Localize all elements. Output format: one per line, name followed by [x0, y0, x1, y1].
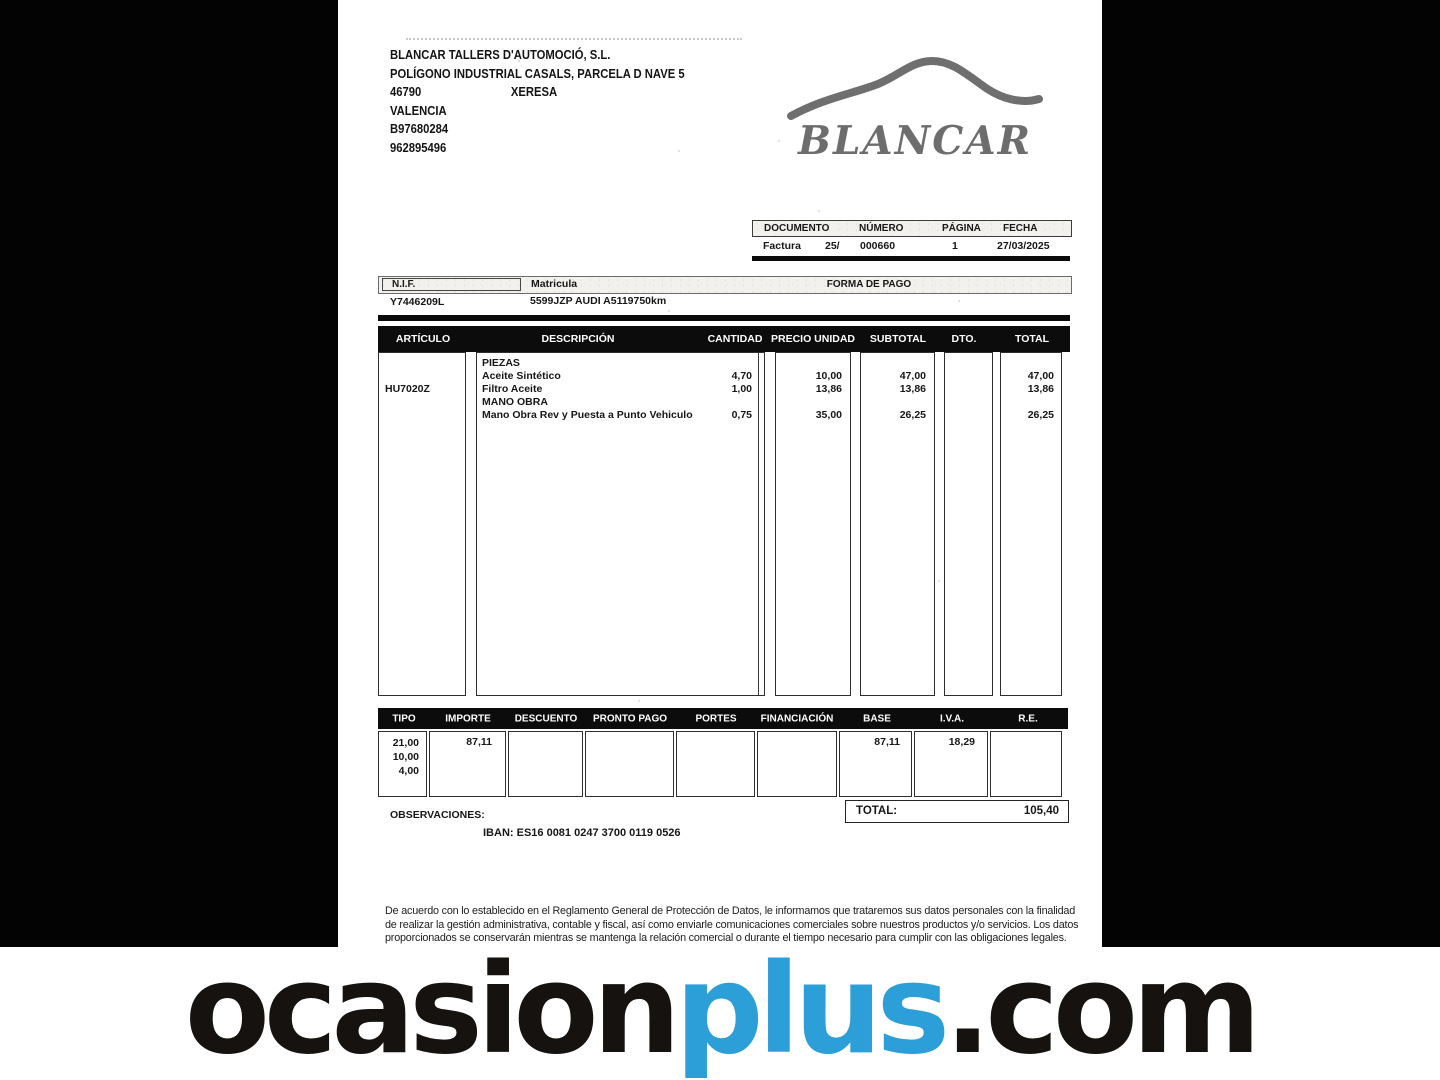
doc-page-value: 1	[952, 240, 958, 252]
tax-iva-value: 18,29	[948, 736, 975, 748]
doc-info-header-row	[752, 220, 1072, 237]
tax-col-importe-box	[429, 731, 506, 797]
company-logo-text: BLANCAR	[797, 118, 1032, 164]
item-desc: Mano Obra Rev y Puesta a Punto Vehiculo	[482, 409, 693, 421]
items-col-articulo-box	[378, 352, 466, 696]
tax-col-descuento-box	[508, 731, 583, 797]
company-city: XERESA	[510, 85, 558, 100]
tax-header-importe: IMPORTE	[445, 713, 491, 724]
tax-col-iva-box	[914, 731, 988, 797]
tax-col-financiacion-box	[757, 731, 837, 797]
right-black-bar	[1102, 0, 1440, 947]
car-silhouette-icon	[786, 54, 1044, 122]
doc-info-header-numero: NÚMERO	[859, 223, 904, 234]
tax-header-financiacion: FINANCIACIÓN	[760, 713, 834, 724]
items-col-dto-box	[944, 352, 993, 696]
company-name: BLANCAR TALLERS D'AUTOMOCIÓ, S.L.	[390, 48, 611, 62]
logo-part-com: .com	[944, 937, 1256, 1080]
scan-fold-line	[406, 38, 742, 40]
company-block	[390, 46, 685, 158]
item-desc: Filtro Aceite	[482, 383, 543, 395]
nif-label: N.I.F.	[382, 278, 521, 291]
company-postal-code: 46790	[390, 85, 422, 100]
tax-header-portes: PORTES	[695, 713, 737, 724]
tax-col-prontopago-box	[585, 731, 674, 797]
total-label: TOTAL:	[856, 805, 898, 817]
tax-header-re: R.E.	[1018, 713, 1038, 724]
legal-line-3: proporcionados se conservarán mientras se mantenga la relación comercial o durante el tiempo necesario para cumplir con las obligaciones legales.	[385, 932, 1067, 945]
tax-header-iva: I.V.A.	[939, 713, 965, 724]
company-cif: B97680284	[390, 122, 449, 137]
item-desc: PIEZAS	[482, 357, 520, 369]
total-box	[845, 800, 1069, 823]
client-divider	[378, 315, 1070, 321]
tax-base-value: 87,11	[874, 736, 900, 748]
doc-info-header-documento: DOCUMENTO	[764, 223, 830, 234]
doc-info-header-pagina: PÁGINA	[942, 223, 981, 234]
total-value: 105,40	[1023, 805, 1059, 817]
item-precio: 13,86	[815, 383, 842, 395]
items-col-subtotal-box	[860, 352, 935, 696]
doc-date-value: 27/03/2025	[997, 240, 1050, 252]
client-header-row	[378, 276, 1072, 294]
items-header-descripcion: DESCRIPCIÓN	[541, 333, 615, 345]
item-desc: MANO OBRA	[482, 396, 548, 408]
item-articulo: HU7020Z	[385, 383, 430, 395]
iban-line: IBAN: ES16 0081 0247 3700 0119 0526	[483, 827, 681, 839]
doc-info-header-fecha: FECHA	[1003, 223, 1038, 234]
observaciones-label: OBSERVACIONES:	[390, 809, 485, 821]
item-total: 13,86	[1027, 383, 1054, 395]
items-header-subtotal: SUBTOTAL	[869, 333, 927, 345]
doc-number-value: 000660	[860, 240, 896, 252]
logo-part-plus: plus	[674, 937, 945, 1080]
legal-line-2: de realizar la gestión administrativa, contable y fiscal, así como enviarle comunicaciones comerciales sobre nuestros productos y/o servicios. Los datos	[385, 918, 1079, 931]
tax-header-tipo: TIPO	[392, 713, 416, 724]
company-phone: 962895496	[390, 140, 447, 155]
item-subtotal: 47,00	[899, 370, 926, 382]
tax-header-prontopago: PRONTO PAGO	[592, 713, 668, 724]
item-desc: Aceite Sintético	[482, 370, 561, 382]
nif-value: Y7446209L	[390, 296, 445, 308]
tax-tipo-values: 21,00 10,00 4,00	[392, 737, 419, 777]
item-total: 47,00	[1027, 370, 1054, 382]
tax-col-base-box	[839, 731, 912, 797]
doc-series-value: 25/	[825, 240, 840, 252]
company-province: VALENCIA	[390, 103, 447, 118]
tax-header-bar	[378, 708, 1068, 729]
tax-header-descuento: DESCUENTO	[514, 713, 578, 724]
item-subtotal: 26,25	[899, 409, 926, 421]
items-header-bar	[378, 326, 1070, 352]
item-cantidad: 1,00	[731, 383, 752, 395]
tax-importe-value: 87,11	[466, 736, 492, 748]
invoice-document	[338, 0, 1102, 947]
items-header-dto: DTO.	[951, 333, 977, 345]
item-precio: 35,00	[815, 409, 842, 421]
left-black-bar	[0, 0, 338, 947]
items-header-precio: PRECIO UNIDAD	[770, 333, 856, 345]
forma-de-pago-label: FORMA DE PAGO	[826, 279, 912, 290]
items-header-total: TOTAL	[1014, 333, 1050, 345]
company-address: POLÍGONO INDUSTRIAL CASALS, PARCELA D NAVE 5	[390, 66, 685, 81]
item-cantidad: 4,70	[731, 370, 752, 382]
company-postal-city	[390, 83, 685, 102]
item-cantidad: 0,75	[731, 409, 752, 421]
tax-col-re-box	[990, 731, 1062, 797]
matricula-label: Matricula	[531, 278, 578, 290]
item-precio: 10,00	[815, 370, 842, 382]
items-header-cantidad: CANTIDAD	[707, 333, 763, 345]
tax-header-base: BASE	[863, 713, 891, 724]
matricula-value: 5599JZP AUDI A5119750km	[530, 295, 667, 307]
items-header-articulo: ARTÍCULO	[395, 333, 451, 345]
tax-col-tipo-box	[378, 731, 427, 797]
doc-info-divider	[752, 256, 1070, 261]
item-total: 26,25	[1027, 409, 1054, 421]
item-subtotal: 13,86	[899, 383, 926, 395]
doc-type-value: Factura	[763, 240, 801, 252]
items-col-total-box	[1000, 352, 1062, 696]
items-desc-cant-divider	[758, 353, 759, 695]
tax-col-portes-box	[676, 731, 755, 797]
legal-line-1: De acuerdo con lo establecido en el Reglamento General de Protección de Datos, le informamos que trataremos sus datos personales con la finalidad	[385, 905, 1076, 917]
items-col-precio-box	[775, 352, 851, 696]
logo-part-ocasion: ocasion	[184, 937, 675, 1080]
